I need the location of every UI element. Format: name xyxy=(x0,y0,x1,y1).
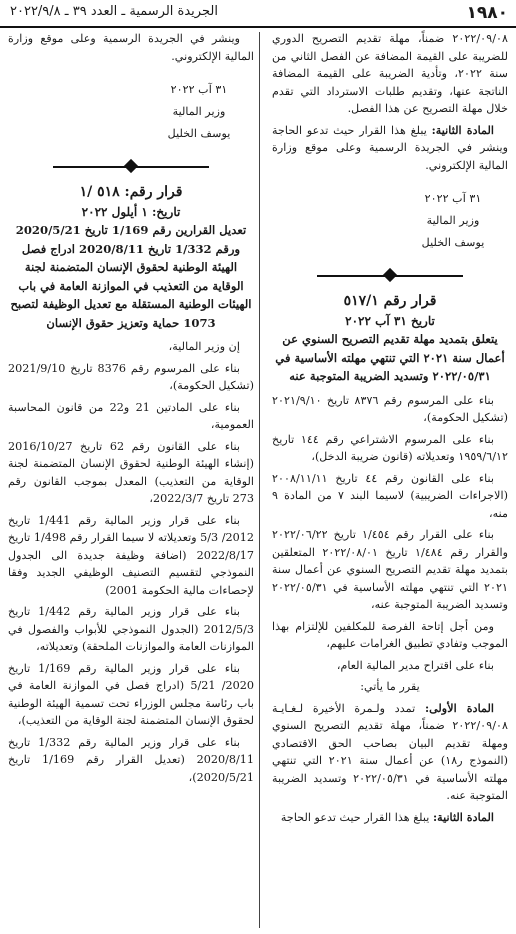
column-divider xyxy=(259,32,260,928)
decision-date: تاريخ ٣١ آب ٢٠٢٢ xyxy=(345,314,435,328)
recital: بناء على قرار وزير المالية رقم 1/169 تاريخ 2020/ 5/21 (ادراج فصل في الموازنة العامة في باب رئاسة مجلس الوزراء تحت تسمية الهيئة الوطنية لحقوق الإنسان المتضمنة لجنة الوقاية من التعذيب)، xyxy=(8,661,254,727)
left-column xyxy=(8,30,254,934)
signature-name: يوسف الخليل xyxy=(421,236,485,249)
recital: بناء على قرار وزير المالية رقم 1/332 تاريخ 2020/8/11 (تعديل القرار رقم 1/169 تاريخ 2020/5/21)، xyxy=(8,735,254,784)
article-two-b xyxy=(272,809,508,827)
decision-number: قرار رقم ٥١٧/١ xyxy=(343,293,437,309)
decision-heading xyxy=(8,181,254,332)
recital: بناء على قرار وزير المالية رقم 1/442 تاريخ 2012/5/3 (الجدول النموذجي للأبواب والفصول في الموازنات العامة والموازنات الملحقة) وتعديلاته، xyxy=(8,605,254,653)
decision-date: تاريخ: ١ أيلول ٢٠٢٢ xyxy=(81,205,181,219)
signature-title: وزير المالية xyxy=(172,105,226,118)
signature-block xyxy=(8,79,254,145)
recital: بناء على قرار وزير المالية رقم 1/441 تاريخ 2012/ 5/3 وتعديلاته لا سيما القرار رقم 1/498 تاريخ 2022/8/17 (اضافة وظيفة جديدة الى الجدول النموذجي لتقسيم التصنيف الوظيفي الجديد وفقا لإحصاءات مالية الحكومة 2001) xyxy=(8,513,254,597)
section-separator xyxy=(272,268,508,284)
decision-heading xyxy=(272,290,508,386)
separator-diamond-icon xyxy=(383,268,397,282)
recital: بناء على المرسوم رقم ٨٣٧٦ تاريخ ٢٠٢١/٩/١٠ (تشكيل الحكومة)، xyxy=(272,393,508,424)
decision-subject: يتعلق بتمديد مهلة تقديم التصريح السنوي عن أعمال سنة ٢٠٢١ التي تنتهي مهلته الأساسية في ٢٠٢٢/٠٥/٣١ وتسديد الضريبة المتوجبة عنه xyxy=(275,332,505,383)
decision-subject: تعديل القرارين رقم 1/169 تاريخ 2020/5/21 ورقم 1/332 تاريخ 2020/8/11 ادراج فصل الهيئة الوطنية لحقوق الإنسان المتضمنة لجنة الوقاية من التعذيب في الموازنة العامة في باب الهيئات الوطنية المستقلة مع تعديل الوظيفة لتصبح 1073 حماية وتعزيز حقوق الإنسان xyxy=(10,223,252,330)
article-two-text: يبلغ هذا القرار حيث تدعو الحاجة وينشر في الجريدة الرسمية وعلى موقع وزارة المالية الإلكتروني. xyxy=(272,123,508,172)
page-header xyxy=(0,0,516,28)
article-two-label: المادة الثانية: xyxy=(431,122,494,137)
signature-name: يوسف الخليل xyxy=(167,127,231,140)
signature-date: ٣١ آب ٢٠٢٢ xyxy=(424,192,482,205)
decision-number: قرار رقم: ٥١٨ /١ xyxy=(79,184,183,200)
recital: بناء على المرسوم الاشتراعي رقم ١٤٤ تاريخ ١٩٥٩/٦/١٢ وتعديلاته (قانون ضريبة الدخل)، xyxy=(272,432,508,463)
article-two xyxy=(272,122,508,175)
intro-line: إن وزير المالية، xyxy=(168,340,240,353)
page-number: ١٩٨٠ xyxy=(466,3,508,23)
signature-date: ٣١ آب ٢٠٢٢ xyxy=(170,83,228,96)
signature-title: وزير المالية xyxy=(426,214,480,227)
recital: بناء على القرار رقم ١/٤٥٤ تاريخ ٢٠٢٢/٠٦/٢٢ والقرار رقم ١/٤٨٤ تاريخ ٢٠٢٢/٠٨/٠١ المتعلقين بتمديد مهلة تقديم التصريح السنوي عن أعمال سنة ٢٠٢١ التي تنتهي مهلته الأساسية في ٢٠٢٢/٠٥/٣١ وتسديد الضريبة المتوجبة عنه، xyxy=(272,528,508,611)
recital: ومن أجل إتاحة الفرصة للمكلفين للإلتزام بهذا الموجب وتفادي تطبيق الغرامات عليهم، xyxy=(272,619,508,650)
recital: بناء على المادتين 21 و22 من قانون المحاسبة العمومية، xyxy=(8,400,254,431)
article-one-text: تمدد ولـمرة الأخيرة لـغـايـة ٢٠٢٢/٠٩/٠٨ ضمناً، مهلة تقديم التصريح السنوي ومهلة تقديم البيان بصاحب الحق الاقتصادي (النموذج ر١٨) عن أعمال سنة ٢٠٢١ التي تنتهي مهلته الأساسية في ٢٠٢٢/٠٥/٣١ وتسديد الضريبة المتوجبة عنه. xyxy=(272,701,508,802)
gazette-issue-title: الجريدة الرسمية ـ العدد ٣٩ ـ ٢٠٢٢/٩/٨ xyxy=(10,4,218,19)
continued-article-text: وينشر في الجريدة الرسمية وعلى موقع وزارة المالية الإلكتروني. xyxy=(8,32,254,63)
article-two-b-text: يبلغ هذا القرار حيث تدعو الحاجة xyxy=(280,810,430,824)
continued-article-text: ٢٠٢٢/٠٩/٠٨ ضمناً، مهلة تقديم التصريح الدوري للضريبة على القيمة المضافة عن الفصل الثاني من سنة ٢٠٢٢، وتأدية الضريبة على القيمة المضافة الناتجة عنها، وتقديم طلبات الاسترداد التي تقدم خلال مهلة التصريح عن هذا الفصل. xyxy=(272,32,508,115)
signature-block xyxy=(272,188,508,254)
recital: بناء على القانون رقم ٤٤ تاريخ ٢٠٠٨/١١/١١ (الاجراءات الضريبية) لاسيما البند ٧ من المادة ٩ منه، xyxy=(272,471,508,520)
right-column xyxy=(272,30,508,934)
article-one-label: المادة الأولى: xyxy=(424,700,494,715)
article-two-b-label: المادة الثانية: xyxy=(432,809,494,824)
recital: بناء على المرسوم رقم 8376 تاريخ 2021/9/10 (تشكيل الحكومة)، xyxy=(8,361,254,392)
separator-diamond-icon xyxy=(124,159,138,173)
recital: بناء على اقتراح مدير المالية العام، xyxy=(336,658,494,672)
recital: بناء على القانون رقم 62 تاريخ 2016/10/27 (إنشاء الهيئة الوطنية لحقوق الإنسان المتضمنة لجنة الوقاية من التعذيب) المعدل بموجب القانون رقم 273 تاريخ 2022/3/7، xyxy=(8,439,254,505)
section-separator xyxy=(8,159,254,175)
article-one xyxy=(272,700,508,805)
decides-heading: يقرر ما يأتي: xyxy=(360,680,420,693)
